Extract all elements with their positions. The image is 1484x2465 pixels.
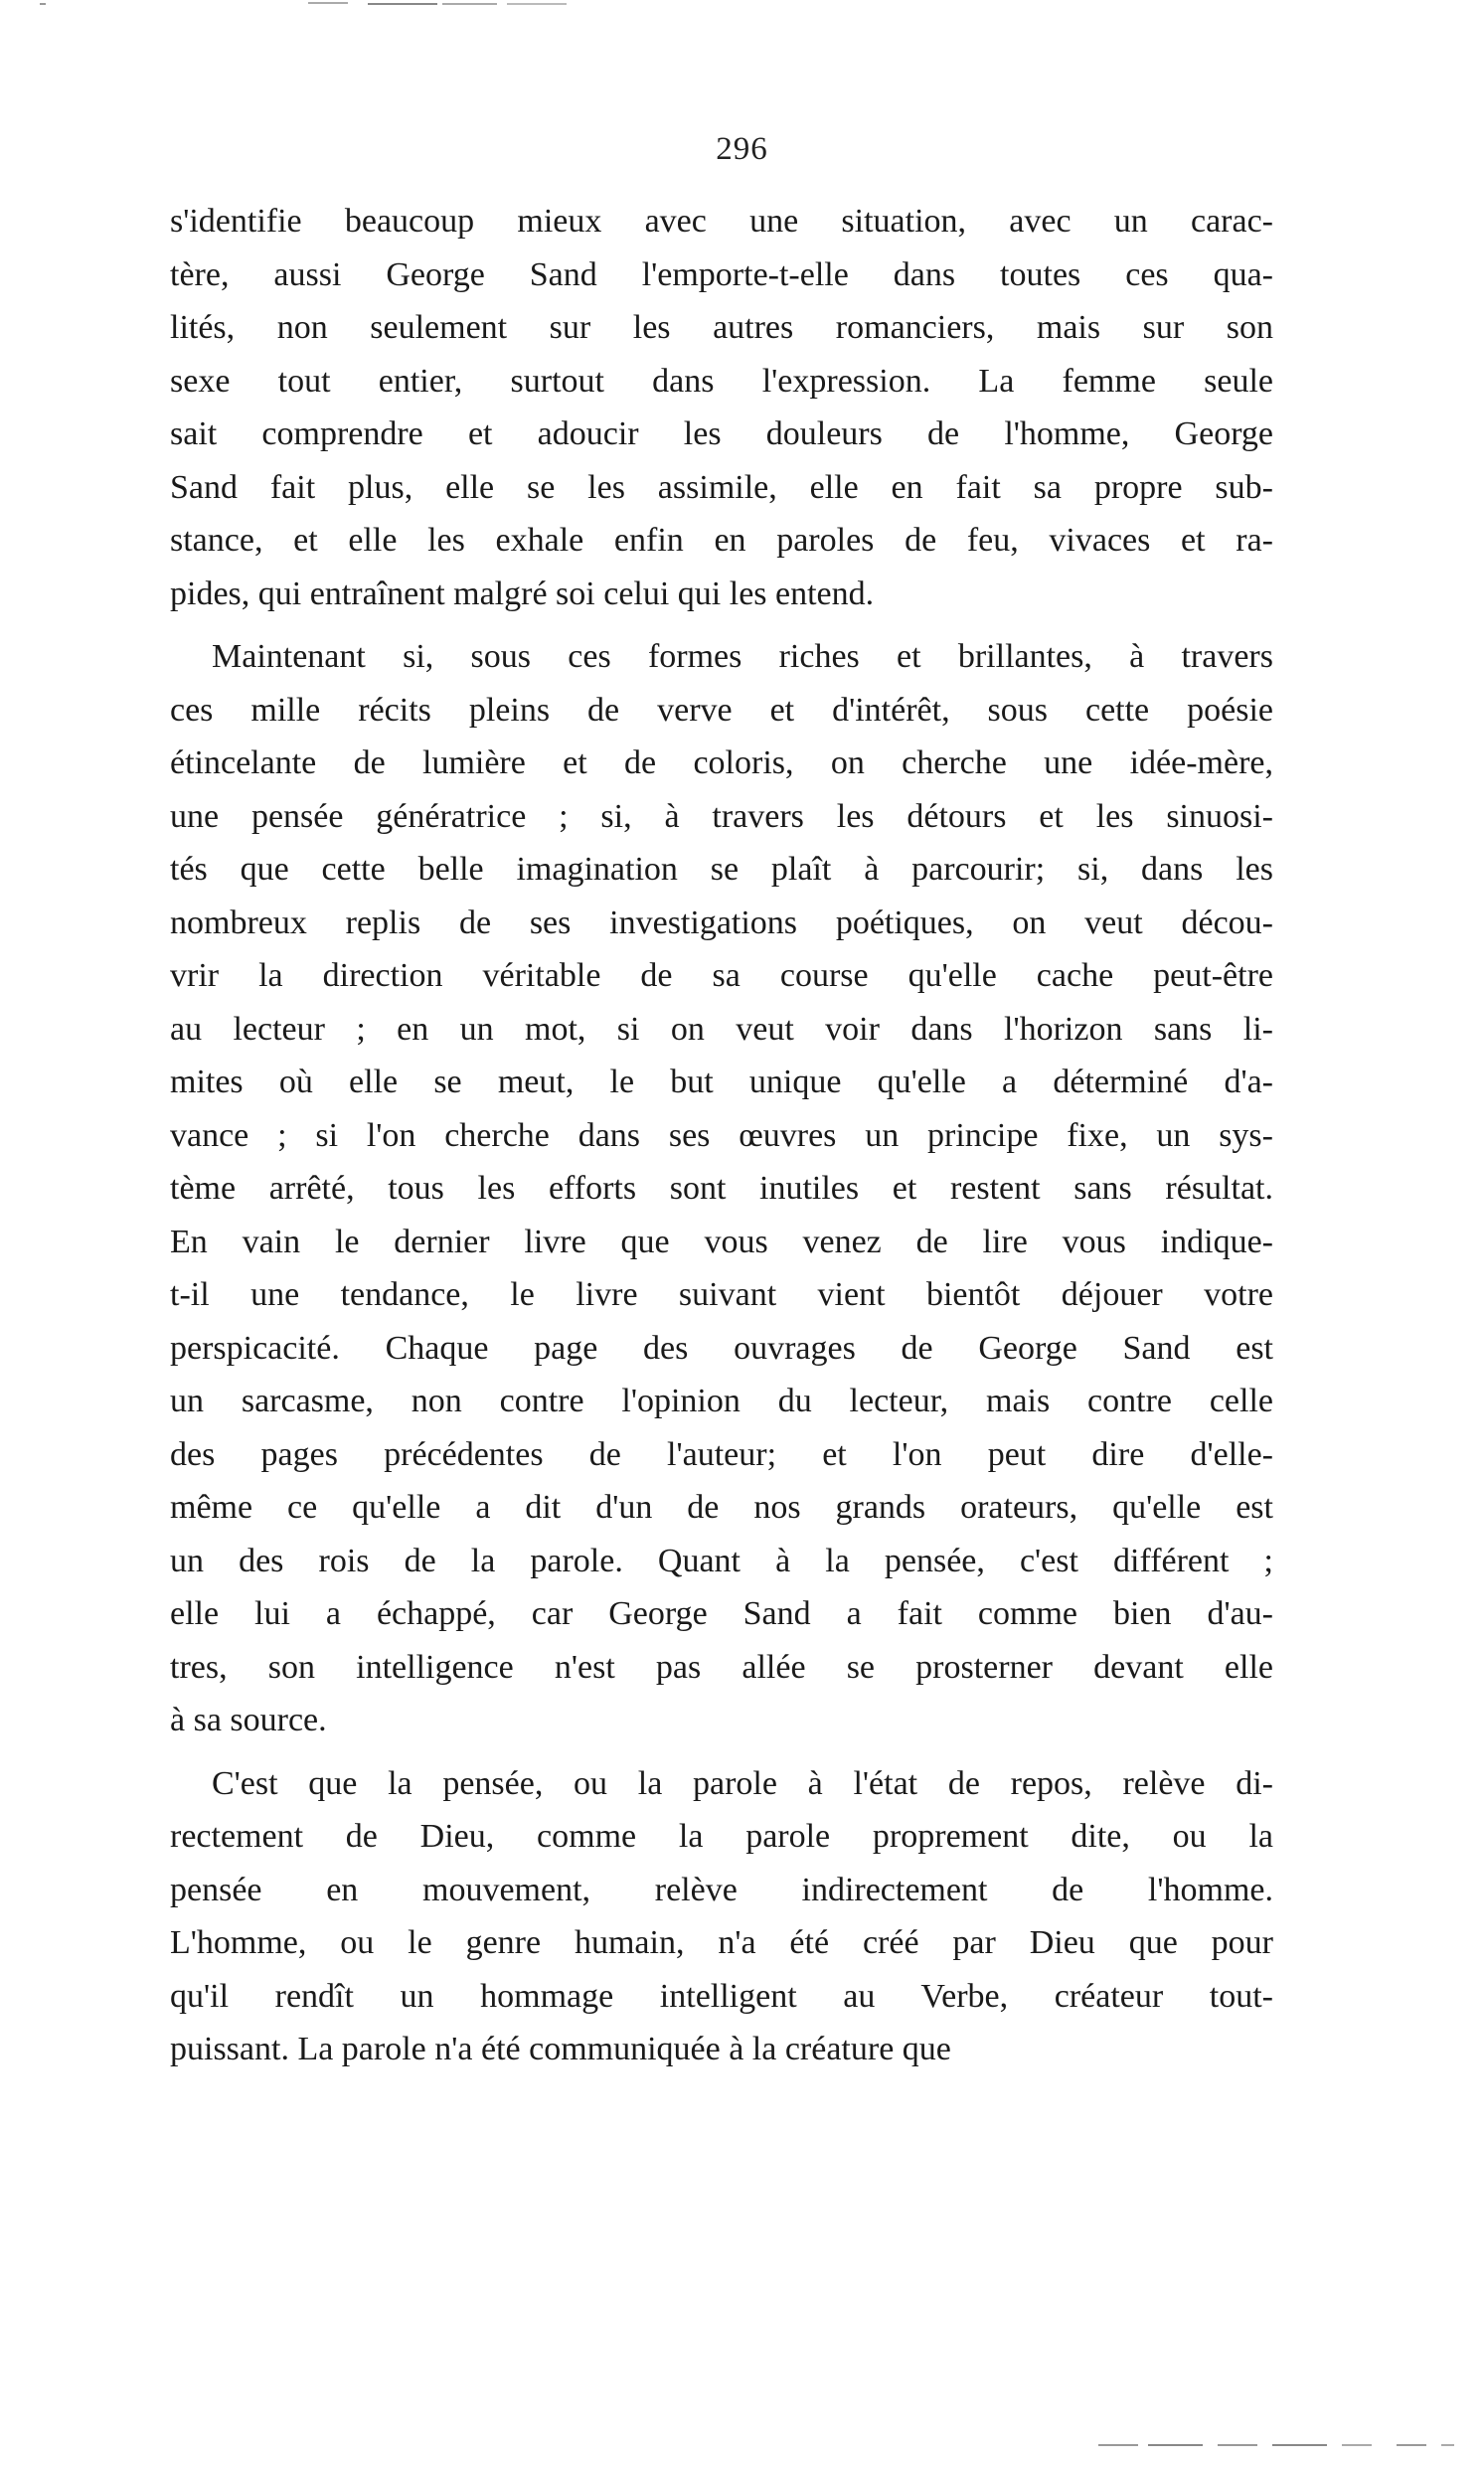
text-line: sexe tout entier, surtout dans l'expression. La femme seule [170, 362, 1273, 400]
text-line: s'identifie beaucoup mieux avec une situation, avec un carac- [170, 203, 1273, 240]
text-line: nombreux replis de ses investigations poétiques, on veut décou- [170, 904, 1273, 941]
body-text [170, 195, 1273, 2076]
text-line: tres, son intelligence n'est pas allée se prosterner devant elle [170, 1648, 1273, 1686]
text-line: ces mille récits pleins de verve et d'intérêt, sous cette poésie [170, 691, 1273, 729]
text-line: mites où elle se meut, le but unique qu'elle a déterminé d'a- [170, 1064, 1273, 1100]
text-line: tème arrêté, tous les efforts sont inutiles et restent sans résultat. [170, 1170, 1273, 1207]
text-line: perspicacité. Chaque page des ouvrages de George Sand est [170, 1329, 1273, 1367]
text-line: C'est que la pensée, ou la parole à l'état de repos, relève di- [212, 1764, 1273, 1802]
text-line: tère, aussi George Sand l'emporte-t-elle dans toutes ces qua- [170, 255, 1273, 293]
text-line: sait comprendre et adoucir les douleurs de l'homme, George [170, 415, 1273, 452]
paragraph [170, 195, 1273, 620]
text-line: étincelante de lumière et de coloris, on cherche une idée-mère, [170, 744, 1273, 781]
page-number: 296 [716, 131, 768, 167]
paragraph [170, 1757, 1273, 2076]
text-line: lités, non seulement sur les autres romanciers, mais sur son [170, 309, 1273, 346]
text-line: pides, qui entraînent malgré soi celui qui les entend. [170, 575, 875, 612]
text-line: un sarcasme, non contre l'opinion du lecteur, mais contre celle [170, 1383, 1273, 1419]
paragraph-gap [170, 1747, 1273, 1757]
bottom-edge-print-marks [1098, 2439, 1456, 2453]
text-line: à sa source. [170, 1702, 327, 1738]
text-line: au lecteur ; en un mot, si on veut voir dans l'horizon sans li- [170, 1010, 1273, 1048]
text-line: Sand fait plus, elle se les assimile, elle en fait sa propre sub- [170, 468, 1273, 506]
text-line: des pages précédentes de l'auteur; et l'on peut dire d'elle- [170, 1435, 1273, 1473]
paragraph-gap [170, 620, 1273, 630]
text-line: t-il une tendance, le livre suivant vient bientôt déjouer votre [170, 1276, 1273, 1313]
text-line: même ce qu'elle a dit d'un de nos grands orateurs, qu'elle est [170, 1489, 1273, 1526]
text-line: L'homme, ou le genre humain, n'a été créé par Dieu que pour [170, 1924, 1273, 1961]
text-line: tés que cette belle imagination se plaît à parcourir; si, dans les [170, 851, 1273, 888]
text-line: un des rois de la parole. Quant à la pensée, c'est différent ; [170, 1542, 1273, 1579]
top-edge-print-marks [40, 0, 577, 18]
text-line: En vain le dernier livre que vous venez de lire vous indique- [170, 1223, 1273, 1260]
text-line: une pensée génératrice ; si, à travers les détours et les sinuosi- [170, 797, 1273, 835]
paragraph [170, 630, 1273, 1747]
text-line: pensée en mouvement, relève indirectement de l'homme. [170, 1871, 1273, 1908]
text-line: vance ; si l'on cherche dans ses œuvres un principe fixe, un sys- [170, 1116, 1273, 1154]
text-line: vrir la direction véritable de sa course qu'elle cache peut-être [170, 957, 1273, 994]
text-line: qu'il rendît un hommage intelligent au Verbe, créateur tout- [170, 1977, 1273, 2015]
text-line: puissant. La parole n'a été communiquée à la créature que [170, 2031, 951, 2067]
text-line: Maintenant si, sous ces formes riches et brillantes, à travers [212, 638, 1273, 675]
text-line: stance, et elle les exhale enfin en paroles de feu, vivaces et ra- [170, 522, 1273, 559]
text-line: rectement de Dieu, comme la parole proprement dite, ou la [170, 1818, 1273, 1855]
text-line: elle lui a échappé, car George Sand a fait comme bien d'au- [170, 1595, 1273, 1632]
